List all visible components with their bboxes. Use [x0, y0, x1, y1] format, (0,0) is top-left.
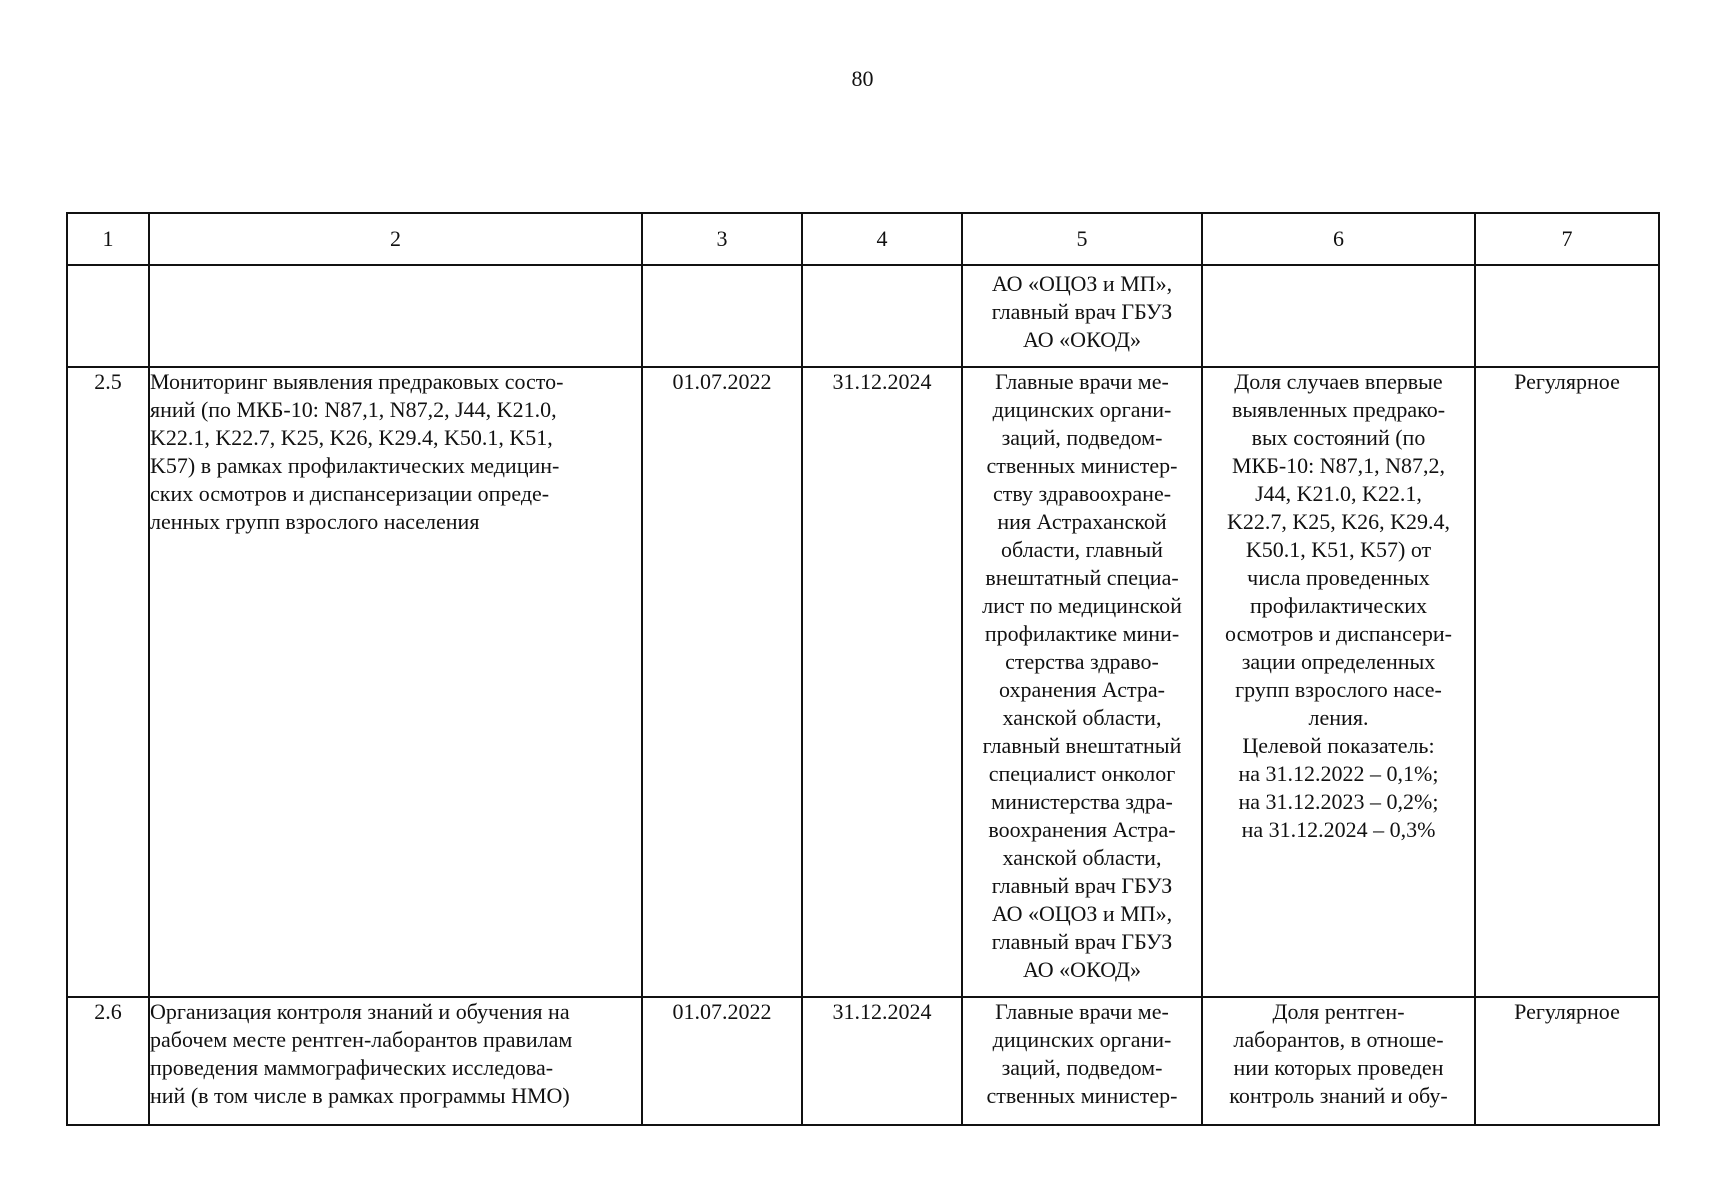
table-row — [67, 367, 1659, 997]
cell-start-date: 01.07.2022 — [642, 997, 802, 1125]
cell-type: Регулярное — [1475, 997, 1659, 1125]
column-number: 7 — [1475, 213, 1659, 265]
cell-action — [149, 265, 642, 367]
cell-action: Организация контроля знаний и обучения на рабочем месте рентген-лаборантов правилам проведения маммографических исследова- ний (в том числе в рамках программы НМО) — [149, 997, 642, 1125]
cell-indicator — [1202, 265, 1475, 367]
column-number-row — [67, 213, 1659, 265]
cell-end-date: 31.12.2024 — [802, 367, 962, 997]
table-row — [67, 997, 1659, 1125]
column-number: 2 — [149, 213, 642, 265]
cell-type — [1475, 265, 1659, 367]
cell-start-date — [642, 265, 802, 367]
cell-end-date — [802, 265, 962, 367]
cell-indicator: Доля рентген- лаборантов, в отноше- нии которых проведен контроль знаний и обу- — [1202, 997, 1475, 1125]
plan-table — [66, 212, 1660, 1126]
cell-action: Мониторинг выявления предраковых состо- яний (по МКБ-10: N87,1, N87,2, J44, K21.0, K22.1, K22.7, K25, K26, K29.4, K50.1, K51, K57) в рамках профилактических медицин- ских осмотров и диспансеризации опреде- ленных групп взрослого населения — [149, 367, 642, 997]
page-number: 80 — [851, 66, 874, 91]
cell-num: 2.6 — [67, 997, 149, 1125]
column-number: 4 — [802, 213, 962, 265]
cell-indicator: Доля случаев впервые выявленных предрако- вых состояний (по МКБ-10: N87,1, N87,2, J44, K21.0, K22.1, K22.7, K25, K26, K29.4, K50.1, K51, K57) от числа проведенных профилактических осмотров и диспансери- зации определенных групп взрослого насе- ления. Целевой показатель: на 31.12.2022 – 0,1%; на 31.12.2023 – 0,2%; на 31.12.2024 – 0,3% — [1202, 367, 1475, 997]
column-number: 5 — [962, 213, 1202, 265]
cell-responsible: Главные врачи ме- дицинских органи- заций, подведом- ственных министер- — [962, 997, 1202, 1125]
table-row-continuation — [67, 265, 1659, 367]
column-number: 6 — [1202, 213, 1475, 265]
column-number: 3 — [642, 213, 802, 265]
cell-end-date: 31.12.2024 — [802, 997, 962, 1125]
cell-num — [67, 265, 149, 367]
cell-num: 2.5 — [67, 367, 149, 997]
column-number: 1 — [67, 213, 149, 265]
cell-responsible: АО «ОЦОЗ и МП», главный врач ГБУЗ АО «ОКОД» — [962, 265, 1202, 367]
cell-responsible: Главные врачи ме- дицинских органи- заций, подведом- ственных министер- ству здравоохране- ния Астраханской области, главный внештатный специа- лист по медицинской профилактике мини- стерства здраво- охранения Астра- ханской области, главный внештатный специалист онколог министерства здра- воохранения Астра- ханской области, главный врач ГБУЗ АО «ОЦОЗ и МП», главный врач ГБУЗ АО «ОКОД» — [962, 367, 1202, 997]
cell-type: Регулярное — [1475, 367, 1659, 997]
cell-start-date: 01.07.2022 — [642, 367, 802, 997]
